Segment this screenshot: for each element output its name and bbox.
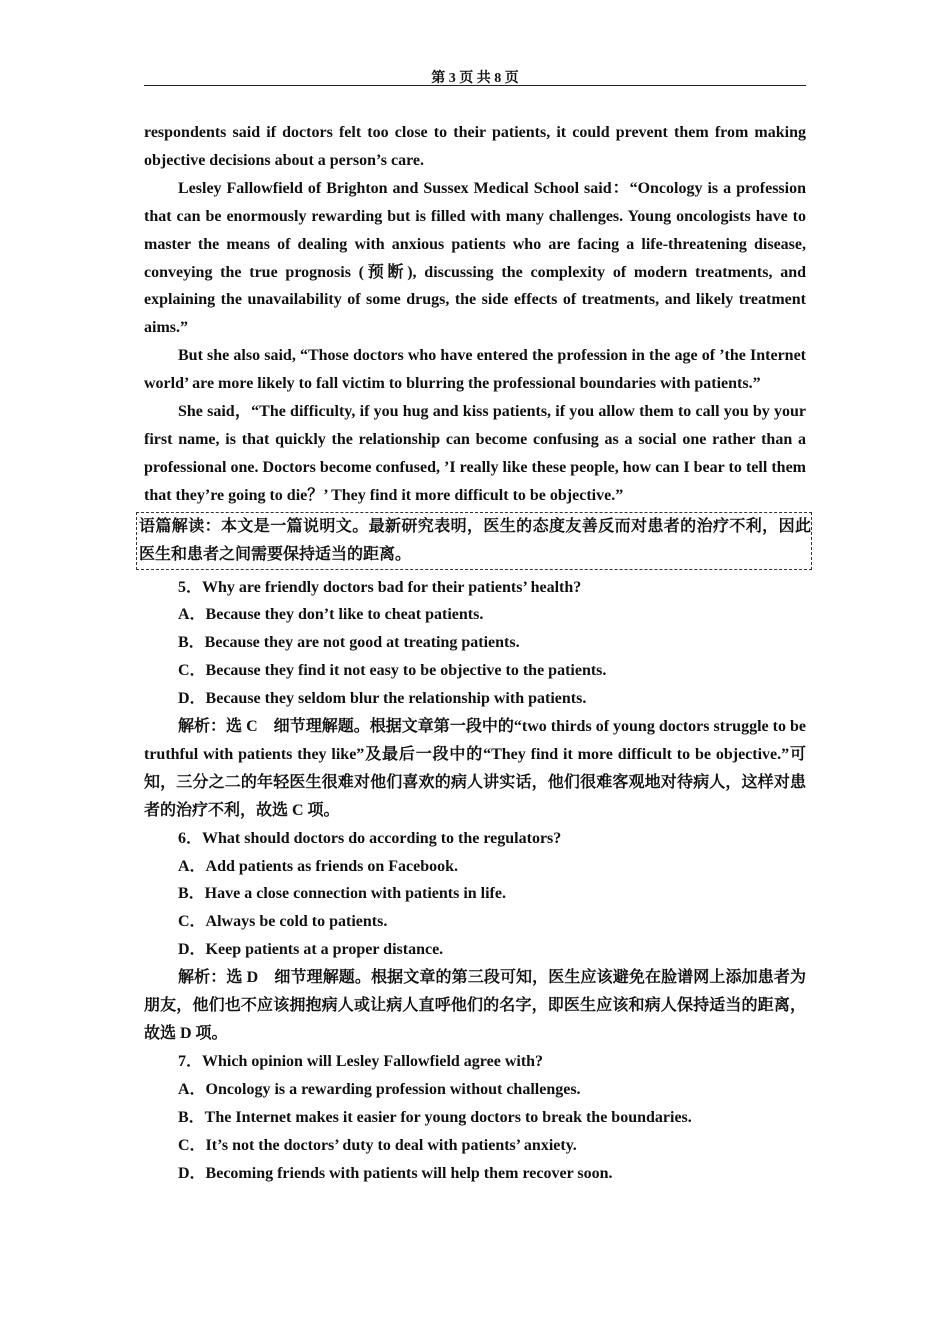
question-6-option-c: C．Always be cold to patients. [178,913,388,931]
passage-paragraph-4: She said，“The difficulty, if you hug and kiss patients, if you allow them to call you by your first name, is that quickly the relationship can become confusing as a social one rather than a professional one. Doctors become confused, ’I really like these people, how can I bear to tell them that they’re going to die？’ They find it more difficult to be objective.” [144,403,807,504]
page-header: 第 3 页 共 8 页 [431,71,519,86]
question-6-option-b: B．Have a close connection with patients in life. [178,885,506,903]
analysis-text: 选 D 细节理解题。根据文章的第三段可知，医生应该避免在脸谱网上添加患者为朋友，他们也不应该拥抱病人或让病人直呼他们的名字，即医生应该和病人保持适当的距离，故选 D 项。 [144,969,806,1042]
question-7-option-b: B．The Internet makes it easier for young doctors to break the boundaries. [178,1108,692,1126]
question-7-option-d: D．Becoming friends with patients will help them recover soon. [178,1164,613,1182]
question-7-option-a: A．Oncology is a rewarding profession without challenges. [178,1080,581,1098]
header-rule [144,85,806,86]
question-6-option-a: A．Add patients as friends on Facebook. [178,857,459,875]
analysis-label: 解析： [178,969,227,987]
summary-label: 语篇解读： [139,517,221,535]
question-6-analysis [144,964,806,1048]
question-6-option-d: D．Keep patients at a proper distance. [178,941,444,959]
question-5-option-b: B．Because they are not good at treating patients. [178,634,520,652]
passage-summary [139,513,811,569]
question-5-analysis [144,713,806,825]
question-5-option-c: C．Because they find it not easy to be objective to the patients. [178,662,607,680]
passage-paragraph-3: But she also said, “Those doctors who have entered the profession in the age of ’the Internet world’ are more likely to fall victim to blurring the professional boundaries with patients.” [144,347,806,393]
question-5-option-d: D．Because they seldom blur the relationship with patients. [178,690,587,708]
passage-paragraph-2: Lesley Fallowfield of Brighton and Sussex Medical School said：“Oncology is a profession that can be enormously rewarding but is filled with many challenges. Young oncologists have to master the means of dealing with anxious patients who are facing a life-threatening disease, conveying the true prognosis (预断), discussing the complexity of modern treatments, and explaining the unavailability of some drugs, the side effects of treatments, and likely treatment aims.” [144,179,806,337]
question-7-option-c: C．It’s not the doctors’ duty to deal with patients’ anxiety. [178,1136,577,1154]
question-6-stem: 6．What should doctors do according to the regulators? [178,829,562,847]
question-5-option-a: A．Because they don’t like to cheat patients. [178,606,484,624]
question-5-stem: 5．Why are friendly doctors bad for their patients’ health? [178,578,582,596]
passage-summary-box [136,512,812,570]
analysis-label: 解析： [178,718,227,736]
page-content [139,119,811,1187]
question-7-stem: 7．Which opinion will Lesley Fallowfield agree with? [178,1052,544,1070]
passage-paragraph-1: respondents said if doctors felt too close to their patients, it could prevent them from making objective decisions about a person’s care. [144,124,806,169]
analysis-text: 选 C 细节理解题。根据文章第一段中的“two thirds of young doctors struggle to be truthful with patients they like”及最后一段中的“They find it more difficult to be objective.”可知，三分之二的年轻医生很难对他们喜欢的病人讲实话，他们很难客观地对待病人，这样对患者的治疗不利，故选 C 项。 [144,718,806,819]
summary-text: 本文是一篇说明文。最新研究表明，医生的态度友善反而对患者的治疗不利，因此医生和患者之间需要保持适当的距离。 [139,517,811,563]
